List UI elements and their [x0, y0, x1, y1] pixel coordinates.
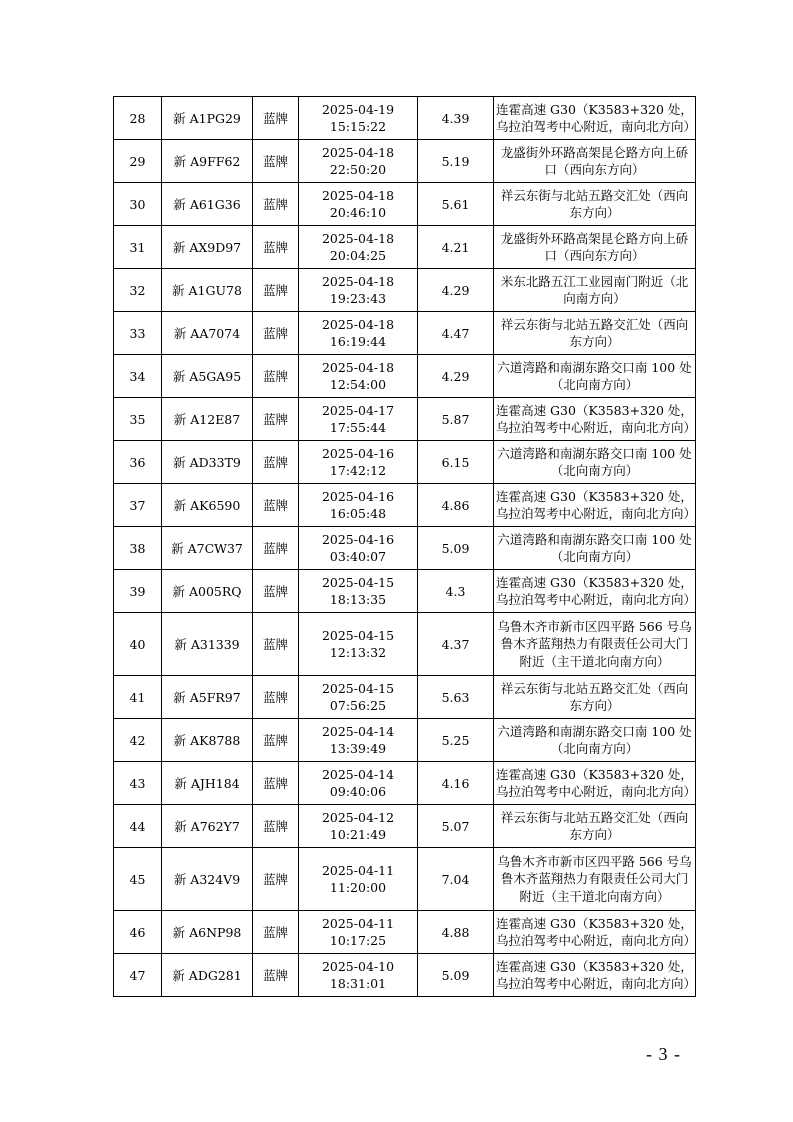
table-row	[114, 97, 696, 140]
table-row	[114, 312, 696, 355]
plate-color-cell: 蓝牌	[253, 140, 299, 183]
location-cell: 祥云东街与北站五路交汇处（西向东方向）	[494, 183, 696, 226]
timestamp-cell: 2025-04-11 10:17:25	[299, 911, 418, 954]
plate-number-cell: 新 AD33T9	[162, 441, 253, 484]
value-cell: 4.16	[418, 762, 494, 805]
value-cell: 7.04	[418, 848, 494, 911]
table-row	[114, 226, 696, 269]
timestamp-cell: 2025-04-18 20:04:25	[299, 226, 418, 269]
plate-number-cell: 新 ADG281	[162, 954, 253, 997]
plate-color-cell: 蓝牌	[253, 441, 299, 484]
value-cell: 5.09	[418, 527, 494, 570]
value-cell: 4.47	[418, 312, 494, 355]
plate-number-cell: 新 A762Y7	[162, 805, 253, 848]
plate-color-cell: 蓝牌	[253, 269, 299, 312]
plate-color-cell: 蓝牌	[253, 911, 299, 954]
plate-number-cell: 新 A61G36	[162, 183, 253, 226]
timestamp-cell: 2025-04-15 18:13:35	[299, 570, 418, 613]
timestamp-cell: 2025-04-15 12:13:32	[299, 613, 418, 676]
location-cell: 连霍高速 G30（K3583+320 处，乌拉泊驾考中心附近，南向北方向）	[494, 762, 696, 805]
value-cell: 5.63	[418, 676, 494, 719]
timestamp-cell: 2025-04-17 17:55:44	[299, 398, 418, 441]
plate-number-cell: 新 A6NP98	[162, 911, 253, 954]
value-cell: 5.09	[418, 954, 494, 997]
plate-number-cell: 新 A5GA95	[162, 355, 253, 398]
row-number-cell: 47	[114, 954, 162, 997]
row-number-cell: 31	[114, 226, 162, 269]
location-cell: 祥云东街与北站五路交汇处（西向东方向）	[494, 805, 696, 848]
value-cell: 4.37	[418, 613, 494, 676]
timestamp-cell: 2025-04-18 22:50:20	[299, 140, 418, 183]
timestamp-cell: 2025-04-16 16:05:48	[299, 484, 418, 527]
plate-color-cell: 蓝牌	[253, 805, 299, 848]
table-row	[114, 805, 696, 848]
row-number-cell: 42	[114, 719, 162, 762]
plate-color-cell: 蓝牌	[253, 613, 299, 676]
table-row	[114, 762, 696, 805]
table-row	[114, 719, 696, 762]
value-cell: 6.15	[418, 441, 494, 484]
timestamp-cell: 2025-04-14 13:39:49	[299, 719, 418, 762]
location-cell: 连霍高速 G30（K3583+320 处，乌拉泊驾考中心附近，南向北方向）	[494, 570, 696, 613]
timestamp-cell: 2025-04-14 09:40:06	[299, 762, 418, 805]
location-cell: 六道湾路和南湖东路交口南 100 处（北向南方向）	[494, 441, 696, 484]
row-number-cell: 38	[114, 527, 162, 570]
plate-color-cell: 蓝牌	[253, 226, 299, 269]
value-cell: 5.25	[418, 719, 494, 762]
row-number-cell: 30	[114, 183, 162, 226]
value-cell: 4.29	[418, 269, 494, 312]
table-row	[114, 269, 696, 312]
value-cell: 5.07	[418, 805, 494, 848]
location-cell: 龙盛街外环路高架昆仑路方向上硚口（西向东方向）	[494, 140, 696, 183]
plate-number-cell: 新 A31339	[162, 613, 253, 676]
timestamp-cell: 2025-04-11 11:20:00	[299, 848, 418, 911]
row-number-cell: 32	[114, 269, 162, 312]
table-row	[114, 140, 696, 183]
table-row	[114, 398, 696, 441]
value-cell: 5.19	[418, 140, 494, 183]
location-cell: 乌鲁木齐市新市区四平路 566 号乌鲁木齐蓝翔热力有限责任公司大门附近（主干道北向南方向）	[494, 613, 696, 676]
location-cell: 连霍高速 G30（K3583+320 处，乌拉泊驾考中心附近，南向北方向）	[494, 911, 696, 954]
plate-color-cell: 蓝牌	[253, 762, 299, 805]
plate-color-cell: 蓝牌	[253, 398, 299, 441]
location-cell: 连霍高速 G30（K3583+320 处，乌拉泊驾考中心附近，南向北方向）	[494, 954, 696, 997]
row-number-cell: 45	[114, 848, 162, 911]
plate-number-cell: 新 AK8788	[162, 719, 253, 762]
plate-number-cell: 新 A7CW37	[162, 527, 253, 570]
row-number-cell: 34	[114, 355, 162, 398]
row-number-cell: 46	[114, 911, 162, 954]
plate-number-cell: 新 A1GU78	[162, 269, 253, 312]
row-number-cell: 43	[114, 762, 162, 805]
row-number-cell: 29	[114, 140, 162, 183]
value-cell: 4.88	[418, 911, 494, 954]
plate-number-cell: 新 AX9D97	[162, 226, 253, 269]
timestamp-cell: 2025-04-15 07:56:25	[299, 676, 418, 719]
row-number-cell: 40	[114, 613, 162, 676]
value-cell: 5.87	[418, 398, 494, 441]
timestamp-cell: 2025-04-10 18:31:01	[299, 954, 418, 997]
row-number-cell: 36	[114, 441, 162, 484]
table-row	[114, 441, 696, 484]
plate-color-cell: 蓝牌	[253, 719, 299, 762]
plate-number-cell: 新 A005RQ	[162, 570, 253, 613]
value-cell: 4.29	[418, 355, 494, 398]
table-row	[114, 676, 696, 719]
location-cell: 连霍高速 G30（K3583+320 处，乌拉泊驾考中心附近，南向北方向）	[494, 398, 696, 441]
row-number-cell: 41	[114, 676, 162, 719]
plate-number-cell: 新 A12E87	[162, 398, 253, 441]
timestamp-cell: 2025-04-18 12:54:00	[299, 355, 418, 398]
location-cell: 连霍高速 G30（K3583+320 处，乌拉泊驾考中心附近，南向北方向）	[494, 97, 696, 140]
value-cell: 4.86	[418, 484, 494, 527]
plate-color-cell: 蓝牌	[253, 527, 299, 570]
plate-number-cell: 新 AJH184	[162, 762, 253, 805]
location-cell: 米东北路五江工业园南门附近（北向南方向）	[494, 269, 696, 312]
plate-number-cell: 新 AK6590	[162, 484, 253, 527]
timestamp-cell: 2025-04-16 03:40:07	[299, 527, 418, 570]
location-cell: 龙盛街外环路高架昆仑路方向上硚口（西向东方向）	[494, 226, 696, 269]
row-number-cell: 39	[114, 570, 162, 613]
table-row	[114, 527, 696, 570]
value-cell: 4.21	[418, 226, 494, 269]
table-row	[114, 613, 696, 676]
table-row	[114, 848, 696, 911]
location-cell: 六道湾路和南湖东路交口南 100 处（北向南方向）	[494, 719, 696, 762]
row-number-cell: 37	[114, 484, 162, 527]
location-cell: 六道湾路和南湖东路交口南 100 处（北向南方向）	[494, 527, 696, 570]
plate-number-cell: 新 A9FF62	[162, 140, 253, 183]
plate-color-cell: 蓝牌	[253, 97, 299, 140]
table-row	[114, 954, 696, 997]
plate-color-cell: 蓝牌	[253, 848, 299, 911]
timestamp-cell: 2025-04-18 20:46:10	[299, 183, 418, 226]
timestamp-cell: 2025-04-19 15:15:22	[299, 97, 418, 140]
records-table	[113, 96, 696, 997]
timestamp-cell: 2025-04-12 10:21:49	[299, 805, 418, 848]
row-number-cell: 28	[114, 97, 162, 140]
plate-color-cell: 蓝牌	[253, 570, 299, 613]
plate-color-cell: 蓝牌	[253, 484, 299, 527]
location-cell: 六道湾路和南湖东路交口南 100 处（北向南方向）	[494, 355, 696, 398]
plate-color-cell: 蓝牌	[253, 355, 299, 398]
plate-color-cell: 蓝牌	[253, 954, 299, 997]
page-number: - 3 -	[646, 1044, 681, 1064]
plate-color-cell: 蓝牌	[253, 312, 299, 355]
value-cell: 5.61	[418, 183, 494, 226]
plate-color-cell: 蓝牌	[253, 183, 299, 226]
plate-number-cell: 新 A1PG29	[162, 97, 253, 140]
row-number-cell: 33	[114, 312, 162, 355]
timestamp-cell: 2025-04-18 19:23:43	[299, 269, 418, 312]
records-table-body	[114, 97, 696, 997]
location-cell: 连霍高速 G30（K3583+320 处，乌拉泊驾考中心附近，南向北方向）	[494, 484, 696, 527]
table-row	[114, 484, 696, 527]
location-cell: 祥云东街与北站五路交汇处（西向东方向）	[494, 676, 696, 719]
location-cell: 乌鲁木齐市新市区四平路 566 号乌鲁木齐蓝翔热力有限责任公司大门附近（主干道北向南方向）	[494, 848, 696, 911]
value-cell: 4.3	[418, 570, 494, 613]
table-row	[114, 183, 696, 226]
value-cell: 4.39	[418, 97, 494, 140]
timestamp-cell: 2025-04-18 16:19:44	[299, 312, 418, 355]
plate-number-cell: 新 A5FR97	[162, 676, 253, 719]
table-row	[114, 570, 696, 613]
row-number-cell: 44	[114, 805, 162, 848]
plate-color-cell: 蓝牌	[253, 676, 299, 719]
location-cell: 祥云东街与北站五路交汇处（西向东方向）	[494, 312, 696, 355]
table-row	[114, 355, 696, 398]
row-number-cell: 35	[114, 398, 162, 441]
table-row	[114, 911, 696, 954]
plate-number-cell: 新 A324V9	[162, 848, 253, 911]
timestamp-cell: 2025-04-16 17:42:12	[299, 441, 418, 484]
plate-number-cell: 新 AA7074	[162, 312, 253, 355]
